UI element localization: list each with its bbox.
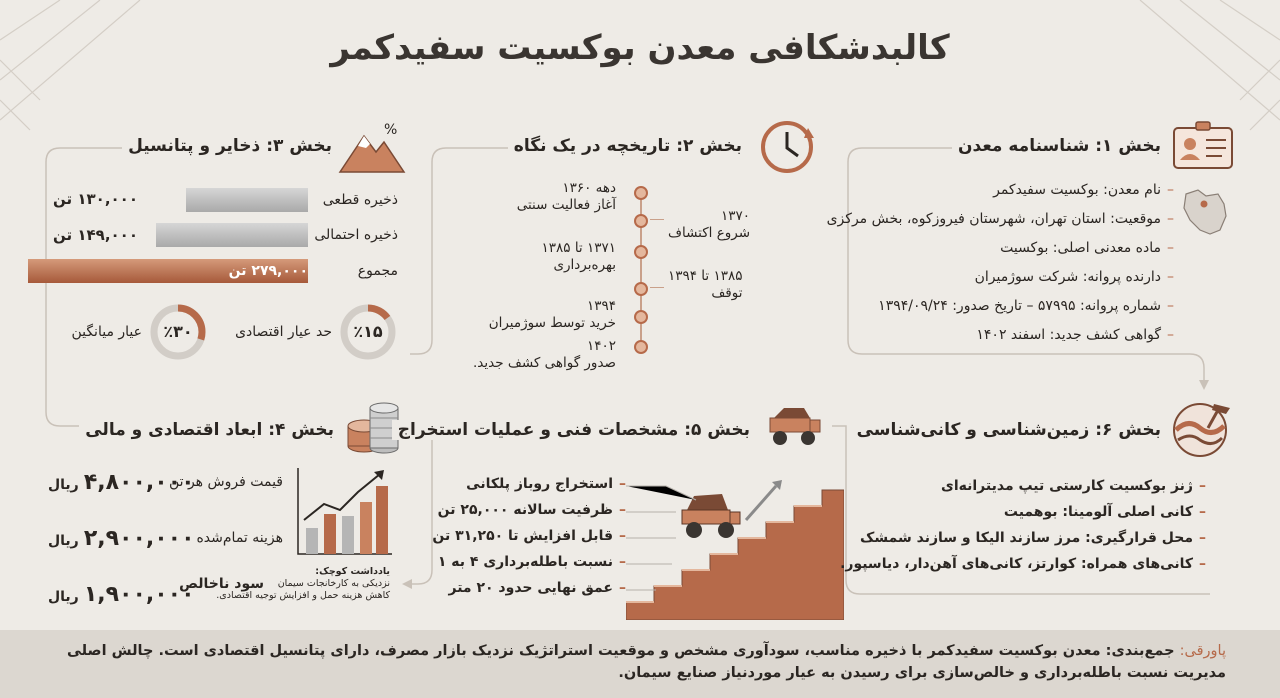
timeline-dot — [634, 310, 648, 324]
finance-value: ۱,۹۰۰,۰۰۰ — [83, 582, 195, 607]
finance-value: ۲,۹۰۰,۰۰۰ — [83, 526, 195, 551]
footer-text-block — [54, 640, 1226, 684]
list-item: –گواهی کشف جدید: اسفند ۱۴۰۲ — [976, 327, 1174, 343]
reserve-label: مجموع — [357, 263, 398, 279]
section1-list — [754, 182, 1174, 356]
timeline-dot — [634, 282, 648, 296]
item-text: عمق نهایی حدود ۲۰ متر — [448, 580, 613, 596]
timeline-event — [668, 268, 742, 302]
timeline-event — [668, 208, 750, 242]
grade-label: حد عیار اقتصادی — [235, 324, 332, 340]
item-text: نسبت باطله‌برداری ۴ به ۱ — [437, 554, 613, 570]
grade-value: ٪۳۰ — [163, 322, 193, 341]
item-text: قابل افزایش تا ۳۱,۲۵۰ تن — [432, 528, 613, 544]
mountain-percent-icon — [338, 118, 406, 176]
list-item: –کانی‌های همراه: کوارتز، کانی‌های آهن‌دار، دیاسپور. — [840, 556, 1206, 572]
finance-label: سود ناخالص — [179, 576, 264, 592]
item-text: گواهی کشف جدید: اسفند ۱۴۰۲ — [976, 327, 1161, 343]
item-text: ظرفیت سالانه ۲۵,۰۰۰ تن — [437, 502, 613, 518]
page-title: کالبدشکافی معدن بوکسیت سفیدکمر — [330, 28, 950, 68]
section2-title: بخش ۲: تاریخچه در یک نگاه — [508, 136, 748, 156]
reserve-total-bar — [28, 259, 308, 283]
event-label: صدور گواهی کشف جدید. — [473, 355, 616, 371]
list-item: –ماده معدنی اصلی: بوکسیت — [1000, 240, 1174, 256]
note-line: نزدیکی به کارخانجات سیمان — [277, 578, 390, 589]
item-text: استخراج روباز پلکانی — [466, 476, 613, 492]
timeline-tick — [650, 219, 664, 220]
event-year: ۱۳۷۰ — [721, 208, 751, 224]
footer-text: جمع‌بندی: معدن بوکسیت سفیدکمر با ذخیره مناسب، سودآوری مشخص و موقعیت استراتژیک نزدیک بازار مصرف، دارای پتانسیل اقتصادی است. چالش اصلی مدیریت نسبت باطله‌برداری و خالص‌سازی برای رسیدن به عیار موردنیاز صنایع سیمان. — [66, 643, 1226, 681]
list-item: –نام معدن: بوکسیت سفیدکمر — [993, 182, 1174, 198]
pointer-lines — [626, 480, 716, 610]
timeline-event — [489, 298, 616, 332]
finance-label: هزینه تمام‌شده — [196, 530, 283, 546]
event-label: آغاز فعالیت سنتی — [516, 197, 616, 213]
section5-title: بخش ۵: مشخصات فنی و عملیات استخراج — [392, 420, 756, 440]
section6-list — [826, 478, 1206, 582]
grade-label: عیار میانگین — [71, 324, 142, 340]
event-year: ۱۳۷۱ تا ۱۳۸۵ — [541, 240, 616, 256]
finance-value: ۴,۸۰۰,۰۰۰ — [83, 470, 195, 495]
event-year: ۱۴۰۲ — [586, 338, 616, 354]
item-text: شماره پروانه: ۵۷۹۹۵ – تاریخ صدور: ۱۳۹۴/۰۹/۲۴ — [878, 298, 1161, 314]
list-item: –قابل افزایش تا ۳۱,۲۵۰ تن — [432, 528, 626, 544]
event-year: ۱۳۸۵ تا ۱۳۹۴ — [668, 268, 743, 284]
geology-hammer-icon — [1168, 398, 1234, 458]
event-year: ۱۳۹۴ — [586, 298, 616, 314]
event-label: شروع اکتشاف — [668, 225, 751, 241]
section6-title: بخش ۶: زمین‌شناسی و کانی‌شناسی — [851, 420, 1167, 440]
footer — [0, 630, 1280, 698]
list-item: –کانی اصلی آلومینا: بوهمیت — [1003, 504, 1206, 520]
finance-label: قیمت فروش هر تن — [168, 474, 283, 490]
reserve-label: ذخیره احتمالی — [314, 227, 398, 243]
reserve-bar — [156, 223, 308, 247]
timeline-dot — [634, 340, 648, 354]
event-label: توقف — [711, 285, 743, 301]
section5-list — [406, 476, 626, 606]
finance-unit: ریال — [48, 533, 79, 549]
footer-label: پاورقی: — [1179, 643, 1226, 659]
reserve-total-value: ۲۷۹,۰۰۰ تن — [228, 263, 308, 279]
list-item: –استخراج روباز پلکانی — [466, 476, 626, 492]
section4-title: بخش ۴: ابعاد اقتصادی و مالی — [79, 420, 340, 440]
finance-value-row — [48, 470, 195, 495]
item-text: نام معدن: بوکسیت سفیدکمر — [993, 182, 1161, 198]
finance-note — [216, 566, 390, 602]
reserve-value: ۱۴۹,۰۰۰ تن — [53, 226, 138, 244]
list-item: –ژنز بوکسیت کارستی تیپ مدیترانه‌ای — [941, 478, 1206, 494]
list-item: –نسبت باطله‌برداری ۴ به ۱ — [437, 554, 626, 570]
note-line: کاهش هزینه حمل و افزایش توجیه اقتصادی. — [216, 590, 390, 601]
event-label: بهره‌برداری — [553, 257, 616, 273]
item-text: کانی‌های همراه: کوارتز، کانی‌های آهن‌دار، دیاسپور. — [840, 556, 1193, 572]
timeline-dot — [634, 186, 648, 200]
event-label: خرید توسط سوژمیران — [488, 315, 616, 331]
event-year: دهه ۱۳۶۰ — [562, 180, 616, 196]
item-text: ژنز بوکسیت کارستی تیپ مدیترانه‌ای — [941, 478, 1193, 494]
item-text: کانی اصلی آلومینا: بوهمیت — [1003, 504, 1193, 520]
list-item: –ظرفیت سالانه ۲۵,۰۰۰ تن — [437, 502, 626, 518]
list-item: –شماره پروانه: ۵۷۹۹۵ – تاریخ صدور: ۱۳۹۴/۰۹/۲۴ — [878, 298, 1174, 314]
list-item: –موقعیت: استان تهران، شهرستان فیروزکوه، بخش مرکزی — [826, 211, 1174, 227]
reserve-value: ۱۳۰,۰۰۰ تن — [53, 190, 138, 208]
note-title: یادداشت کوچک: — [315, 566, 390, 577]
clock-history-icon — [756, 116, 818, 178]
reserve-label: ذخیره قطعی — [322, 192, 398, 208]
item-text: ماده معدنی اصلی: بوکسیت — [1000, 240, 1161, 256]
iran-map-icon — [1180, 186, 1230, 238]
finance-unit: ریال — [48, 477, 79, 493]
section1-title: بخش ۱: شناسنامه معدن — [952, 136, 1167, 156]
timeline-event — [542, 240, 616, 274]
timeline-dot — [634, 214, 648, 228]
reserves-chart — [0, 0, 1, 1]
timeline-event — [473, 338, 616, 372]
item-text: محل قرارگیری: مرز سازند الیکا و سازند شمشک — [860, 530, 1193, 546]
mining-truck-icon — [766, 402, 824, 452]
svg-text:%: % — [384, 122, 398, 138]
list-item: –عمق نهایی حدود ۲۰ متر — [448, 580, 626, 596]
finance-value-row — [48, 582, 195, 607]
list-item: –دارنده پروانه: شرکت سوژمیران — [974, 269, 1174, 285]
reserve-bar — [186, 188, 308, 212]
grade-value: ٪۱۵ — [353, 322, 383, 341]
timeline-event — [517, 180, 616, 214]
timeline-tick — [650, 287, 664, 288]
item-text: دارنده پروانه: شرکت سوژمیران — [974, 269, 1161, 285]
timeline-dot — [634, 245, 648, 259]
list-item: –محل قرارگیری: مرز سازند الیکا و سازند شمشک — [860, 530, 1206, 546]
item-text: موقعیت: استان تهران، شهرستان فیروزکوه، بخش مرکزی — [826, 211, 1161, 227]
finance-value-row — [48, 526, 195, 551]
finance-unit: ریال — [48, 589, 79, 605]
growth-bar-chart-icon — [294, 466, 394, 558]
section3-title: بخش ۳: ذخایر و پتانسیل — [122, 136, 338, 156]
id-card-icon — [1172, 120, 1234, 172]
